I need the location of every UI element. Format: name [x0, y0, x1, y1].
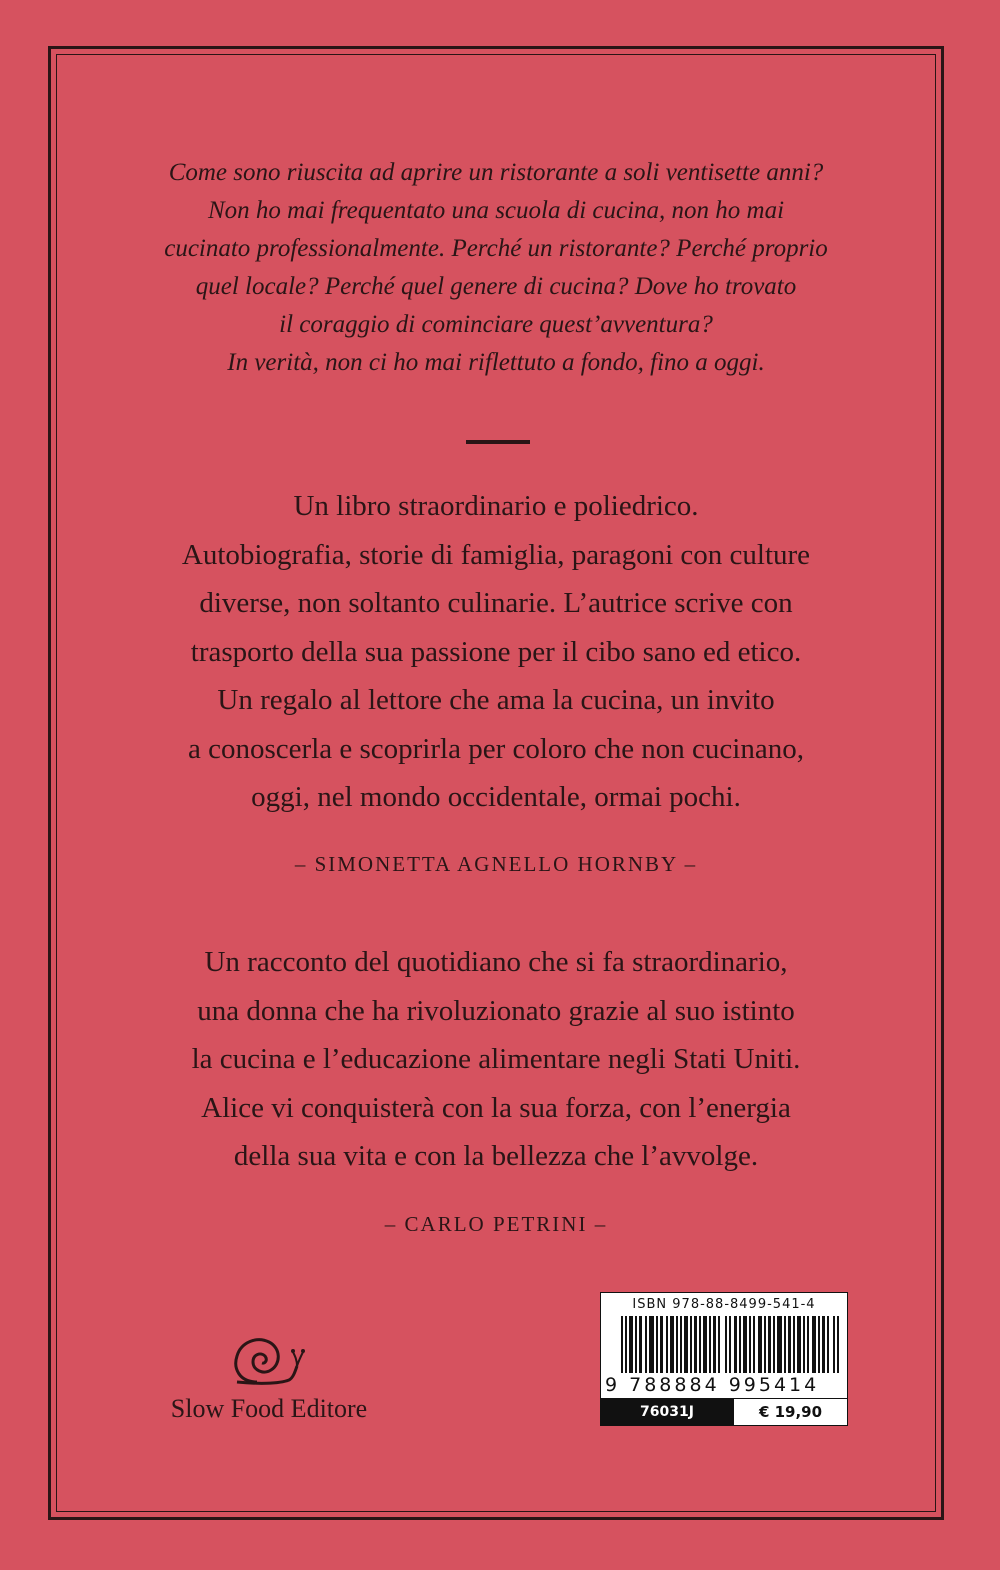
review-line: la cucina e l’educazione alimentare negli Stati Uniti. — [191, 1043, 801, 1075]
review-author-hornby: – SIMONETTA AGNELLO HORNBY – — [294, 852, 698, 876]
review-line: diverse, non soltanto culinarie. L’autrice scrive con — [199, 587, 793, 619]
intro-quote — [56, 154, 936, 382]
review-line: Un libro straordinario e poliedrico. — [293, 490, 699, 522]
section-divider — [466, 440, 530, 444]
intro-line: In verità, non ci ho mai riflettuto a fondo, fino a oggi. — [227, 349, 765, 376]
intro-line: Come sono riuscita ad aprire un ristorante a soli ventisette anni? — [168, 159, 824, 186]
review-line: una donna che ha rivoluzionato grazie al suo istinto — [197, 994, 795, 1027]
review-line: trasporto della sua passione per il cibo sano ed etico. — [190, 635, 802, 668]
barcode-digits: 9 788884 995414 — [603, 1373, 845, 1397]
publisher-name: Slow Food Editore — [170, 1394, 368, 1423]
back-cover-content — [56, 54, 936, 1512]
barcode-footer — [601, 1398, 847, 1425]
intro-line: il coraggio di cominciare quest’avventura? — [279, 311, 713, 338]
review-line: Un regalo al lettore che ama la cucina, un invito — [217, 684, 775, 716]
review-line: della sua vita e con la bellezza che l’avvolge. — [233, 1140, 759, 1172]
review-line: Autobiografia, storie di famiglia, paragoni con culture — [181, 538, 811, 571]
review-line: Un racconto del quotidiano che si fa straordinario, — [204, 946, 788, 978]
review-petrini — [56, 938, 936, 1181]
product-code: 76031J — [601, 1399, 733, 1425]
isbn-label: ISBN 978-88-8499-541-4 — [632, 1297, 816, 1312]
snail-icon — [227, 1330, 311, 1390]
barcode-panel — [600, 1292, 848, 1426]
review-author-petrini: – CARLO PETRINI – — [384, 1212, 608, 1236]
review-line: a conoscerla e scoprirla per coloro che non cucinano, — [188, 732, 804, 765]
review-hornby — [56, 482, 936, 822]
intro-line: Non ho mai frequentato una scuola di cucina, non ho mai — [207, 197, 785, 224]
intro-line: quel locale? Perché quel genere di cucina? Dove ho trovato — [195, 273, 797, 300]
review-line: oggi, nel mondo occidentale, ormai pochi. — [251, 781, 741, 813]
price-label: € 19,90 — [733, 1399, 847, 1425]
publisher-logo — [144, 1330, 394, 1424]
intro-line: cucinato professionalmente. Perché un ristorante? Perché proprio — [164, 235, 828, 262]
review-line: Alice vi conquisterà con la sua forza, con l’energia — [201, 1091, 791, 1124]
